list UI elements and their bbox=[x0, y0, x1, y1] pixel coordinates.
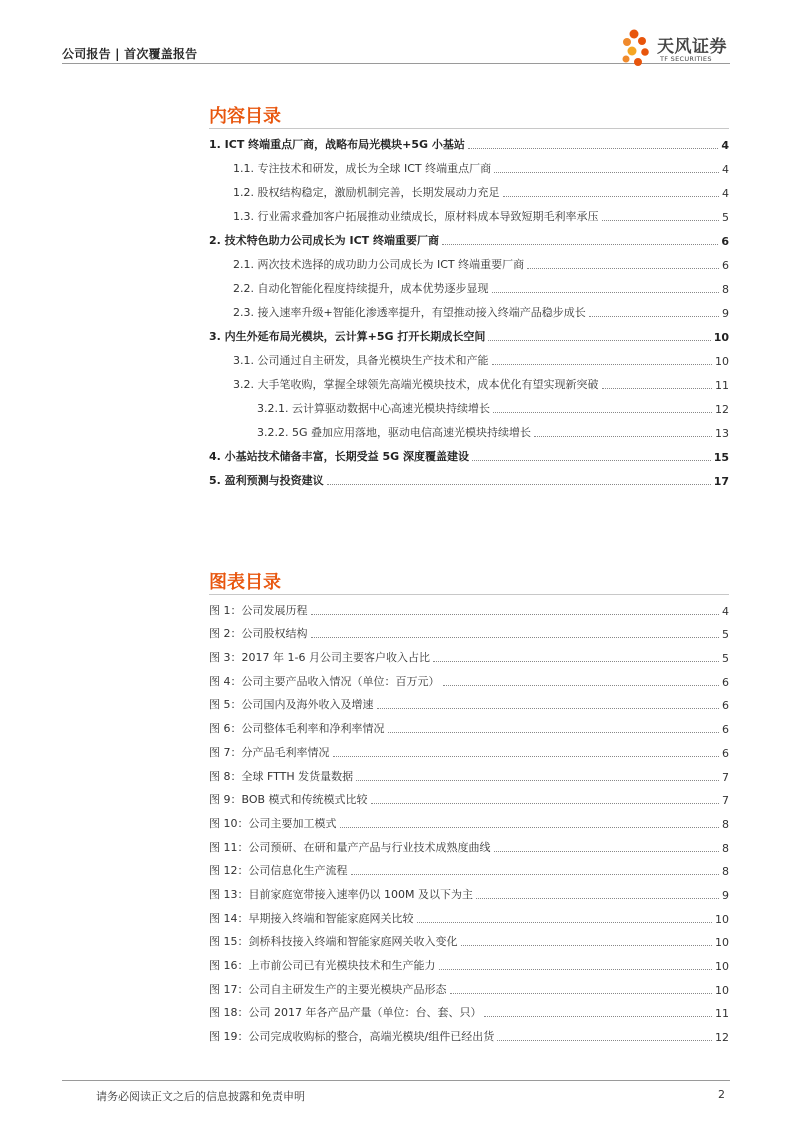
toc-entry-page: 4 bbox=[722, 187, 729, 200]
dot-leader bbox=[602, 388, 713, 389]
toc-entry[interactable] bbox=[209, 200, 729, 224]
figure-entry[interactable] bbox=[209, 926, 729, 950]
figure-entry[interactable] bbox=[209, 855, 729, 879]
toc-entry[interactable] bbox=[209, 128, 729, 152]
logo-chinese-name: 天风证券 bbox=[657, 37, 727, 57]
page-number: 2 bbox=[718, 1088, 725, 1101]
figure-entry[interactable] bbox=[209, 1020, 729, 1044]
toc-entry[interactable] bbox=[209, 176, 729, 200]
dot-leader bbox=[340, 827, 720, 828]
toc-entry-page: 9 bbox=[722, 307, 729, 320]
toc-entry-text: 1. ICT 终端重点厂商，战略布局光模块+5G 小基站 bbox=[209, 138, 465, 151]
dot-leader bbox=[433, 661, 719, 662]
dot-leader bbox=[417, 922, 713, 923]
dot-leader bbox=[503, 196, 720, 197]
dot-leader bbox=[493, 412, 712, 413]
dot-leader bbox=[356, 780, 719, 781]
toc-entry-text: 1.1. 专注技术和研发，成长为全球 ICT 终端重点厂商 bbox=[233, 162, 492, 175]
figure-entry-page: 8 bbox=[722, 841, 729, 855]
dot-leader bbox=[439, 969, 713, 970]
figure-entry-text: 图 4：公司主要产品收入情况（单位：百万元） bbox=[209, 674, 440, 688]
dot-leader bbox=[311, 614, 720, 615]
company-logo bbox=[620, 24, 735, 74]
toc-entry-text: 3.1. 公司通过自主研发，具备光模块生产技术和产能 bbox=[233, 354, 489, 367]
toc-entry[interactable] bbox=[209, 224, 729, 248]
toc-entry-page: 10 bbox=[715, 355, 729, 368]
figure-entry-page: 7 bbox=[722, 770, 729, 784]
figure-entry-page: 6 bbox=[722, 723, 729, 737]
toc-entry[interactable] bbox=[209, 416, 729, 440]
toc-entry-text: 3.2. 大手笔收购，掌握全球领先高端光模块技术，成本优化有望实现新突破 bbox=[233, 378, 599, 391]
figure-entry-text: 图 1：公司发展历程 bbox=[209, 603, 308, 617]
toc-entry[interactable] bbox=[209, 368, 729, 392]
toc-entry[interactable] bbox=[209, 344, 729, 368]
toc-entry-text: 3.2.2. 5G 叠加应用落地，驱动电信高速光模块持续增长 bbox=[257, 426, 531, 439]
figure-entry-text: 图 3：2017 年 1-6 月公司主要客户收入占比 bbox=[209, 651, 430, 665]
figure-entry-text: 图 18：公司 2017 年各产品产量（单位：台、套、只） bbox=[209, 1006, 482, 1020]
toc-entry[interactable] bbox=[209, 464, 729, 488]
figure-entry-text: 图 5：公司国内及海外收入及增速 bbox=[209, 698, 374, 712]
toc-entry-text: 3. 内生外延布局光模块，云计算+5G 打开长期成长空间 bbox=[209, 330, 486, 343]
toc-entry-page: 13 bbox=[715, 427, 729, 440]
figure-entry[interactable] bbox=[209, 712, 729, 736]
toc-entry-page: 8 bbox=[722, 283, 729, 296]
figure-entry-page: 6 bbox=[722, 746, 729, 760]
dot-leader bbox=[450, 993, 713, 994]
dot-leader bbox=[461, 945, 713, 946]
figure-entry[interactable] bbox=[209, 689, 729, 713]
report-type-label: 公司报告 | 首次覆盖报告 bbox=[62, 47, 198, 61]
figure-entry[interactable] bbox=[209, 784, 729, 808]
dot-leader bbox=[589, 316, 719, 317]
toc-entry-text: 1.3. 行业需求叠加客户拓展推动业绩成长，原材料成本导致短期毛利率承压 bbox=[233, 210, 599, 223]
toc-entry-page: 17 bbox=[713, 475, 729, 488]
figure-entry-text: 图 10：公司主要加工模式 bbox=[209, 816, 337, 830]
figure-entry[interactable] bbox=[209, 878, 729, 902]
figure-list bbox=[209, 594, 729, 1044]
figure-entry-text: 图 15：剑桥科技接入终端和智能家庭网关收入变化 bbox=[209, 935, 458, 949]
toc-entry-text: 5. 盈利预测与投资建议 bbox=[209, 474, 324, 487]
figure-entry-text: 图 8：全球 FTTH 发货量数据 bbox=[209, 769, 354, 783]
figure-entry-page: 9 bbox=[722, 888, 729, 902]
toc-entry[interactable] bbox=[209, 272, 729, 296]
toc-entry-text: 2. 技术特色助力公司成长为 ICT 终端重要厂商 bbox=[209, 234, 439, 247]
toc-list bbox=[209, 128, 729, 488]
dot-leader bbox=[443, 685, 720, 686]
toc-entry[interactable] bbox=[209, 152, 729, 176]
figure-entry-text: 图 2：公司股权结构 bbox=[209, 627, 308, 641]
toc-entry[interactable] bbox=[209, 440, 729, 464]
toc-entry-page: 6 bbox=[721, 235, 729, 248]
dot-leader bbox=[468, 148, 718, 149]
figure-entry[interactable] bbox=[209, 831, 729, 855]
figure-entry-text: 图 7：分产品毛利率情况 bbox=[209, 745, 330, 759]
dot-leader bbox=[388, 732, 720, 733]
dot-leader bbox=[527, 268, 719, 269]
figure-entry[interactable] bbox=[209, 736, 729, 760]
figure-entry-page: 6 bbox=[722, 699, 729, 713]
figure-entry-page: 12 bbox=[715, 1031, 729, 1045]
disclaimer-text: 请务必阅读正文之后的信息披露和免责申明 bbox=[96, 1090, 305, 1103]
toc-entry-text: 2.1. 两次技术选择的成功助力公司成长为 ICT 终端重要厂商 bbox=[233, 258, 525, 271]
figure-entry-page: 8 bbox=[722, 817, 729, 831]
figure-entry-page: 7 bbox=[722, 794, 729, 808]
toc-entry[interactable] bbox=[209, 248, 729, 272]
figure-entry-page: 10 bbox=[715, 960, 729, 973]
figure-entry[interactable] bbox=[209, 641, 729, 665]
figure-entry-text: 图 11：公司预研、在研和量产产品与行业技术成熟度曲线 bbox=[209, 840, 491, 854]
figure-entry-text: 图 6：公司整体毛利率和净利率情况 bbox=[209, 722, 385, 736]
toc-entry-text: 2.3. 接入速率升级+智能化渗透率提升，有望推动接入终端产品稳步成长 bbox=[233, 306, 586, 319]
toc-entry-text: 1.2. 股权结构稳定，激励机制完善，长期发展动力充足 bbox=[233, 186, 500, 199]
toc-entry[interactable] bbox=[209, 320, 729, 344]
figure-entry-page: 4 bbox=[722, 604, 729, 618]
toc-entry[interactable] bbox=[209, 296, 729, 320]
dot-leader bbox=[377, 708, 720, 709]
figure-entry-page: 10 bbox=[715, 936, 729, 950]
figure-entry[interactable] bbox=[209, 973, 729, 997]
figure-entry-page: 5 bbox=[722, 652, 729, 666]
figure-entry-text: 图 13：目前家庭宽带接入速率仍以 100M 及以下为主 bbox=[209, 887, 473, 901]
dot-leader bbox=[476, 898, 719, 899]
toc-title: 内容目录 bbox=[209, 106, 281, 127]
figure-entry-page: 5 bbox=[722, 628, 729, 642]
figure-entry-page: 10 bbox=[715, 983, 729, 997]
figure-entry[interactable] bbox=[209, 902, 729, 926]
dot-leader bbox=[472, 460, 711, 461]
dot-leader bbox=[497, 1040, 712, 1041]
dot-leader bbox=[442, 244, 718, 245]
dot-leader bbox=[333, 756, 720, 757]
toc-entry-page: 10 bbox=[713, 331, 729, 344]
toc-entry-page: 5 bbox=[722, 211, 729, 224]
dot-leader bbox=[327, 484, 711, 485]
toc-entry-page: 6 bbox=[722, 259, 729, 272]
figure-entry[interactable] bbox=[209, 997, 729, 1021]
dot-leader bbox=[494, 851, 720, 852]
toc-entry-text: 2.2. 自动化智能化程度持续提升，成本优势逐步显现 bbox=[233, 282, 489, 295]
dot-leader bbox=[492, 364, 713, 365]
figure-entry-page: 11 bbox=[715, 1007, 729, 1021]
toc-entry-page: 4 bbox=[722, 163, 729, 176]
figure-entry-text: 图 19：公司完成收购标的整合，高端光模块/组件已经出货 bbox=[209, 1030, 495, 1044]
dot-leader bbox=[492, 292, 720, 293]
figure-list-title: 图表目录 bbox=[209, 572, 281, 593]
figure-entry-page: 10 bbox=[715, 912, 729, 926]
dot-leader bbox=[602, 220, 720, 221]
figure-entry[interactable] bbox=[209, 618, 729, 642]
toc-entry-text: 4. 小基站技术储备丰富，长期受益 5G 深度覆盖建设 bbox=[209, 450, 470, 463]
figure-entry[interactable] bbox=[209, 665, 729, 689]
figure-entry-text: 图 16：上市前公司已有光模块技术和生产能力 bbox=[209, 959, 436, 972]
dot-leader bbox=[311, 637, 720, 638]
figure-entry[interactable] bbox=[209, 760, 729, 784]
figure-entry[interactable] bbox=[209, 594, 729, 618]
toc-entry[interactable] bbox=[209, 392, 729, 416]
logo-petals-icon bbox=[620, 26, 656, 70]
figure-entry-text: 图 17：公司自主研发生产的主要光模块产品形态 bbox=[209, 982, 447, 996]
dot-leader bbox=[488, 340, 710, 341]
figure-entry-page: 6 bbox=[722, 675, 729, 689]
dot-leader bbox=[484, 1016, 712, 1017]
dot-leader bbox=[494, 172, 719, 173]
logo-english-name: TF SECURITIES bbox=[660, 55, 712, 63]
toc-entry-page: 4 bbox=[721, 139, 729, 152]
figure-entry-text: 图 14：早期接入终端和智能家庭网关比较 bbox=[209, 911, 414, 925]
figure-entry-text: 图 9：BOB 模式和传统模式比较 bbox=[209, 793, 368, 807]
dot-leader bbox=[351, 874, 720, 875]
figure-entry[interactable] bbox=[209, 949, 729, 973]
figure-entry[interactable] bbox=[209, 807, 729, 831]
toc-entry-text: 3.2.1. 云计算驱动数据中心高速光模块持续增长 bbox=[257, 402, 490, 415]
toc-entry-page: 12 bbox=[715, 403, 729, 416]
toc-entry-page: 15 bbox=[713, 451, 729, 464]
footer-divider bbox=[62, 1080, 730, 1081]
toc-entry-page: 11 bbox=[715, 379, 729, 392]
figure-entry-page: 8 bbox=[722, 865, 729, 879]
dot-leader bbox=[371, 803, 719, 804]
dot-leader bbox=[534, 436, 712, 437]
figure-entry-text: 图 12：公司信息化生产流程 bbox=[209, 864, 348, 878]
